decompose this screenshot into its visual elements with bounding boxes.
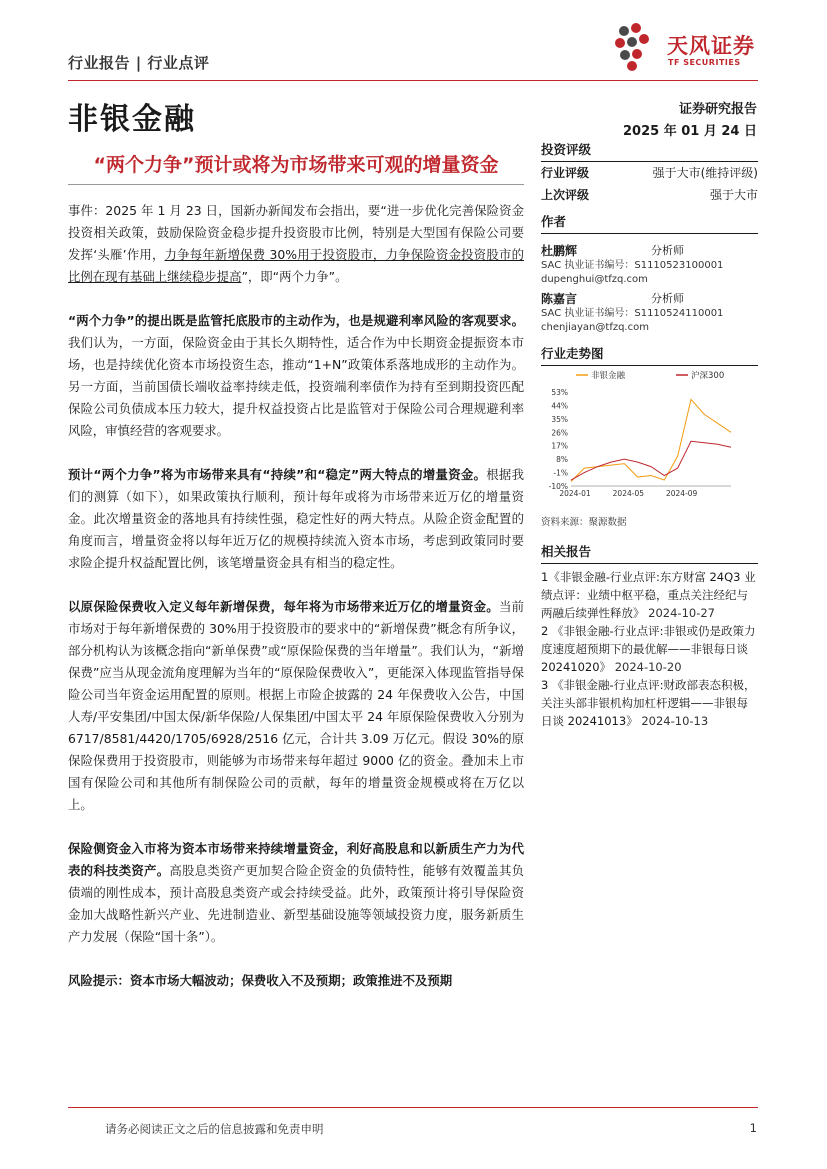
x-tick-label: 2024-01 [559,489,591,498]
p5-text: 高股息类资产更加契合险企资金的负债特性，能够有效覆盖其负债端的刚性成本，预计高股息类资产或会持续受益。此外，政策预计将引导保险资金加大战略性新兴产业、先进制造业、新型基础设施等领域投资力度，服务新质生产力发展（保险“国十条”）。 [68,863,525,944]
y-tick-label: -10% [548,482,568,491]
trend-heading: 行业走势图 [541,344,758,366]
rating-key: 上次评级 [541,188,590,202]
p4-heading: 以原保险保费收入定义每年新增保费，每年将为市场带来近万亿的增量资金。 [68,599,499,614]
trend-chart [541,366,758,506]
brand-name: 天风证券 [667,34,755,58]
series-line [571,441,731,480]
rating-value: 强于大市 [709,188,758,202]
related-section [541,542,758,730]
rating-section [541,140,758,206]
report-title: “两个力争”预计或将为市场带来可观的增量资金 [93,154,499,176]
p4-text: 当前市场对于每年新增保费的 30%用于投资股市的要求中的“新增保费”概念有所争议，部分机构认为该概念指向“新单保费”或“原保险保费的当年增量”。我们认为，“新增保费”应当从现金流角度理解为当年的“原保险保费收入”，更能深入体现监管指导保险公司当年资金运用配置的原则。根据上市险企披露的 24 年保费收入公告，中国人寿/平安集团/中国太保/新华保险/人保集团/中国太平 24 年原保险保费收入分别为 6717/8581/4420/1705/6928/2516 亿元，合计共 3.09 万亿元。假设 30%的原保险保费用于投资股市，则能够为市场带来每年超过 9000 亿的资金。叠加未上市国有保险公司和其他所有制保险公司的贡献，每年的增量资金规模或将在万亿以上。 [68,599,525,812]
y-tick-label: 8% [556,455,568,465]
p5-heading: 保险侧资金入市将为资本市场带来持续增量资金，利好高股息和以新质生产力为代表的科技类资产。 [68,841,524,878]
brand-name-en: TF SECURITIES [668,58,741,67]
paragraph-5 [68,838,524,948]
author-sac: SAC 执业证书编号：S1110523100001 [541,260,724,271]
paragraph-4 [68,596,524,816]
p3-heading: 预计“两个力争”将为市场带来具有“持续”和“稳定”两大特点的增量资金。 [68,467,487,482]
related-report[interactable] [541,568,758,622]
legend-label: 非银金融 [591,371,626,381]
chart-source: 资料来源：聚源数据 [541,517,627,528]
y-tick-label: 53% [551,388,568,397]
footer-disclaimer[interactable]: 请务必阅读正文之后的信息披露和免责申明 [105,1122,324,1136]
p2-heading: “两个力争”的提出既是监管托底股市的主动作为，也是规避利率风险的客观要求。 [68,313,524,328]
y-tick-label: 44% [551,401,568,411]
report-body [68,200,524,1014]
event-text: 事件：2025 年 1 月 23 日，国新办新闻发布会指出，要“进一步优化完善保险资金投资相关政策，鼓励保险资金稳步提升投资股市比例，特别是大型国有保险公司要发挥‘头雁’作用， [68,203,524,262]
author-block [541,290,758,335]
related-report-date: 2024-10-27 [648,606,715,620]
author-sac: SAC 执业证书编号：S1110524110001 [541,308,724,319]
related-report-date: 2024-10-20 [614,660,682,674]
y-tick-label: 35% [551,414,568,424]
p2-text: 我们认为，一方面，保险资金由于其长久期特性，适合作为中长期资金提振资本市场，也是持续优化资本市场投资生态，推动“1+N”政策体系落地成形的主动作为。另一方面，当前国债长端收益率持续走低，投资端利率债作为持有至到期投资匹配保险公司负债成本压力较大，提升权益投资占比是监管对于保险公司合理规避利率风险，审慎经营的客观要求。 [68,335,524,438]
related-report-date: 2024-10-13 [641,714,709,728]
event-tail: ”，即“两个力争”。 [241,269,348,284]
rating-row [541,184,758,206]
authors-section [541,212,758,335]
y-tick-label: -1% [553,468,568,478]
rating-key: 行业评级 [541,166,590,180]
paragraph-2 [68,310,524,442]
author-email[interactable]: chenjiayan@tfzq.com [541,322,649,333]
legend-label: 沪深300 [691,371,725,381]
x-tick-label: 2024-09 [665,489,698,498]
y-tick-label: 26% [551,428,568,438]
related-report[interactable] [541,676,758,730]
rating-row [541,162,758,184]
paragraph-event [68,200,524,288]
related-heading: 相关报告 [541,542,758,564]
trend-chart-svg [541,366,758,506]
series-line [571,399,731,481]
paragraph-3 [68,464,524,574]
author-block [541,242,758,287]
risk-warning: 风险提示：资本市场大幅波动；保费收入不及预期；政策推进不及预期 [68,973,453,988]
title-rule [68,184,524,185]
rating-heading: 投资评级 [541,140,758,162]
authors-heading: 作者 [541,212,758,234]
y-tick-label: 17% [551,441,568,451]
page-number: 1 [749,1121,757,1135]
x-tick-label: 2024-05 [612,489,645,498]
trend-section [541,344,758,366]
report-date: 2025 年 01 月 24 日 [623,124,757,139]
author-email[interactable]: dupenghui@tfzq.com [541,274,648,285]
author-name: 杜鹏辉 [541,244,578,258]
related-report-title[interactable]: 3 《非银金融-行业点评:财政部表态积极，关注头部非银机构加杠杆逻辑——非银每日谈 20241013》 [541,678,756,728]
author-role: 分析师 [651,244,684,257]
related-report-title[interactable]: 2 《非银金融-行业点评:非银或仍是政策力度速度超预期下的最优解——非银每日谈 20241020》 [541,624,756,674]
sector-title: 非银金融 [68,102,196,137]
header-rule [68,80,758,81]
author-name: 陈嘉言 [541,292,578,306]
author-role: 分析师 [651,292,684,305]
event-underline: 力争每年新增保费 30%用于投资股市，力争保险资金投资股市的比例在现有基础上继续稳步提高 [68,247,524,284]
report-type: 行业报告 | 行业点评 [68,54,210,72]
related-report-title[interactable]: 1《非银金融-行业点评:东方财富 24Q3 业绩点评：业绩中枢平稳，重点关注经纪与两融后续弹性释放》 [541,570,756,620]
report-kind: 证券研究报告 [678,102,757,117]
p3-text: 根据我们的测算（如下），如果政策执行顺利，预计每年或将为市场带来近万亿的增量资金。此次增量资金的落地具有持续性强，稳定性好的两大特点。从险企资金配置的角度而言，增量资金将以每年近万亿的规模持续流入资本市场，考虑到政策同时要求险企提升权益配置比例，该笔增量资金具有相当的稳定性。 [68,467,524,570]
rating-value: 强于大市(维持评级) [652,166,758,180]
related-report[interactable] [541,622,758,676]
footer-rule [68,1107,758,1108]
